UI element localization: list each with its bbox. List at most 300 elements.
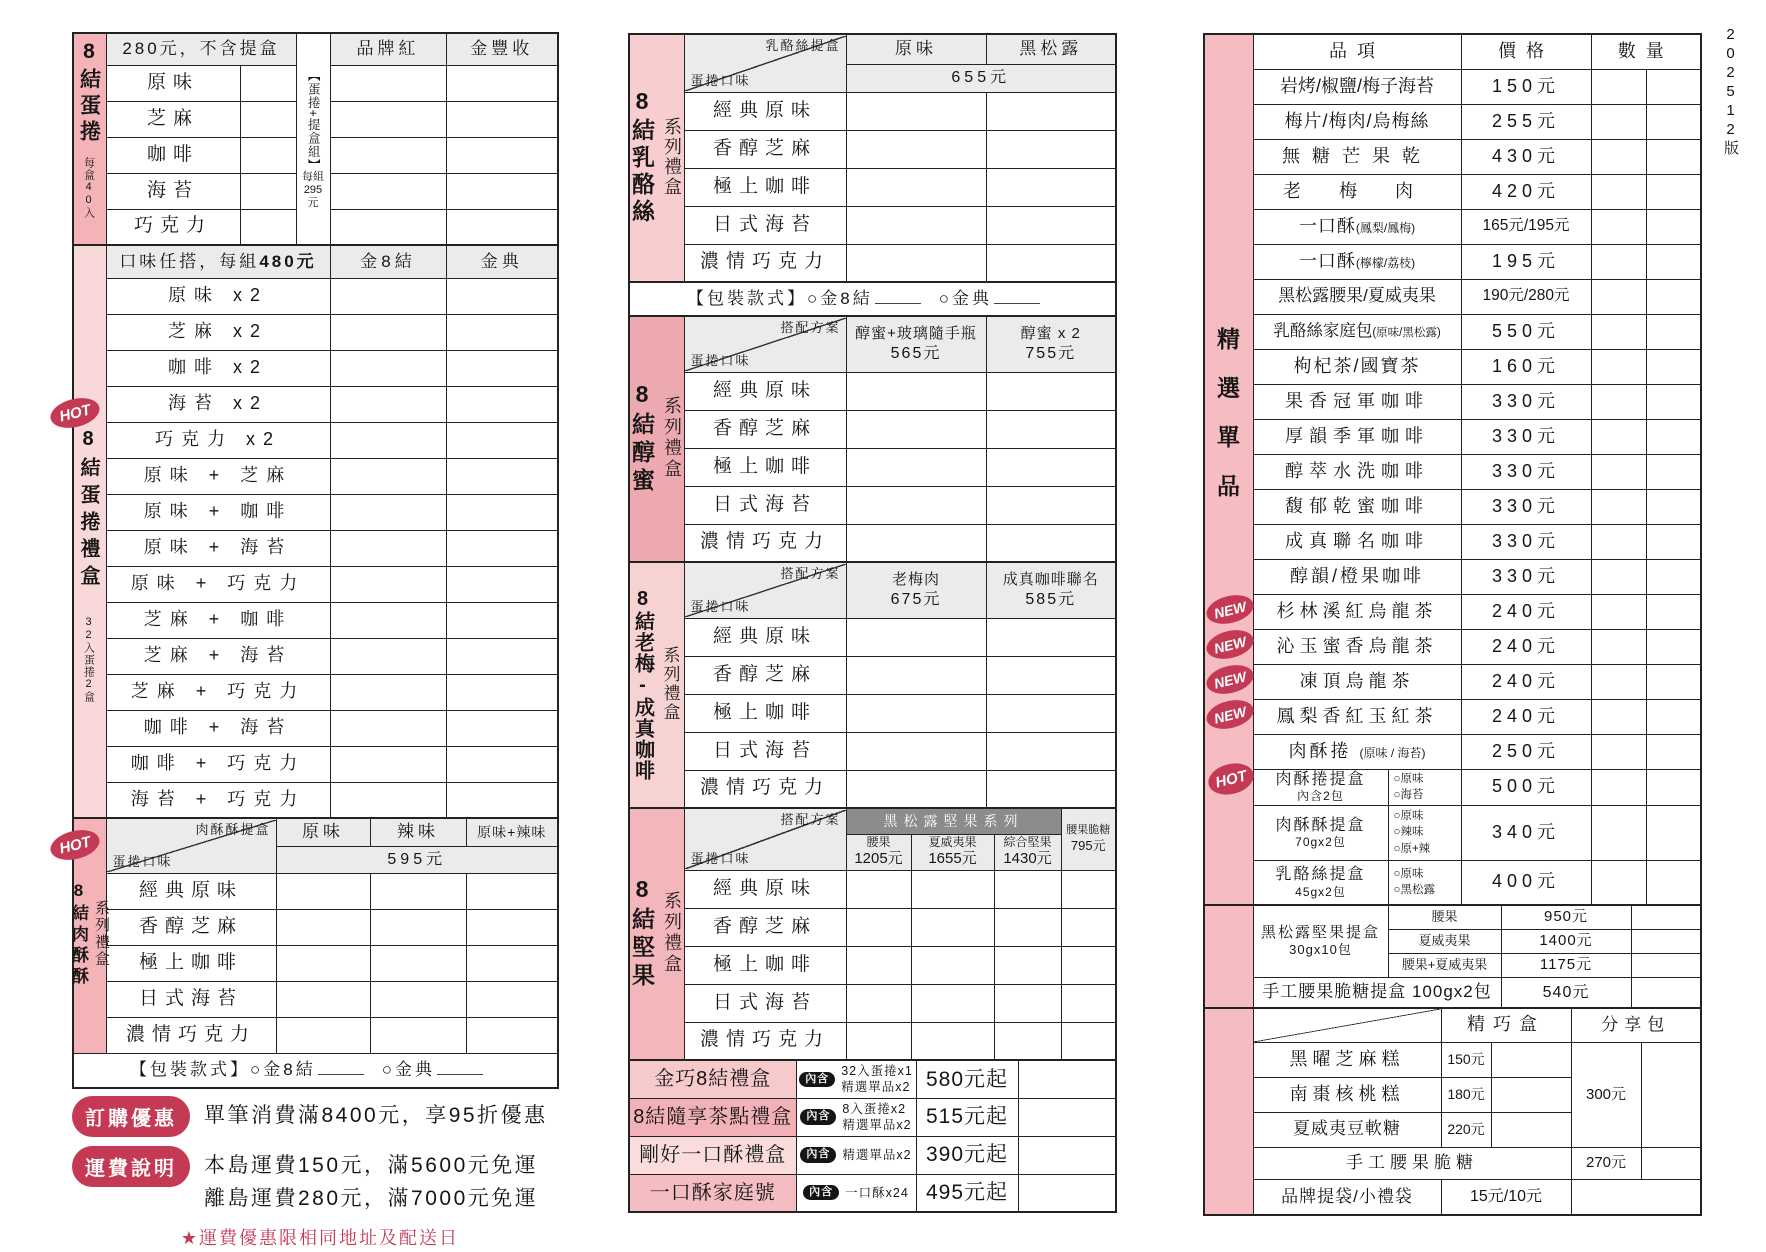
qty-cell[interactable]: [1591, 384, 1646, 419]
table-row: [629, 244, 1116, 282]
entry-cell[interactable]: [1061, 946, 1116, 984]
entry-cell[interactable]: [986, 448, 1116, 486]
entry-cell[interactable]: [330, 782, 446, 818]
table-row: [629, 130, 1116, 168]
table-row: [629, 1098, 1116, 1136]
entry-cell[interactable]: [911, 946, 994, 984]
qty-cell[interactable]: [1491, 1112, 1571, 1147]
table-row: [1204, 1008, 1701, 1042]
entry-cell[interactable]: [986, 732, 1116, 770]
entry-cell[interactable]: [276, 945, 370, 981]
table-row: [1204, 314, 1701, 349]
entry-cell[interactable]: [466, 981, 558, 1017]
packaging-row: [73, 1053, 558, 1088]
table-row: [1204, 349, 1701, 384]
entry-cell[interactable]: [330, 710, 446, 746]
qty-cell[interactable]: [1646, 384, 1701, 419]
flavor-label: 濃情巧克力: [684, 524, 846, 562]
flavor-label: 日式海苔: [106, 981, 276, 1017]
table-row: [73, 494, 558, 530]
entry-cell[interactable]: [446, 530, 558, 566]
entry-cell[interactable]: [446, 350, 558, 386]
qty-cell[interactable]: [1646, 769, 1701, 805]
item-label: 品牌提袋/小禮袋: [1253, 1179, 1441, 1215]
table-row: [73, 458, 558, 494]
entry-cell[interactable]: [994, 1022, 1061, 1060]
item-label: 老梅肉: [1253, 174, 1461, 209]
entry-cell[interactable]: [330, 494, 446, 530]
qty-cell[interactable]: [1591, 860, 1646, 905]
price-row: 655元: [846, 64, 1116, 92]
combo-label: 海苔 + 巧克力: [106, 782, 330, 818]
contains-badge: 內含: [800, 1147, 836, 1162]
option[interactable]: ○辣味: [1393, 826, 1424, 839]
qty-cell[interactable]: [1646, 664, 1701, 699]
qty-cell[interactable]: [1591, 524, 1646, 559]
entry-cell[interactable]: [330, 137, 446, 173]
qty-cell[interactable]: [1646, 805, 1701, 860]
entry-cell[interactable]: [986, 410, 1116, 448]
entry-cell[interactable]: [446, 458, 558, 494]
entry-cell[interactable]: [276, 909, 370, 945]
entry-cell[interactable]: [994, 870, 1061, 908]
qty-cell[interactable]: [1018, 1060, 1116, 1098]
table-row: [1204, 209, 1701, 244]
entry-cell[interactable]: [846, 732, 986, 770]
mix-price-header: 口味任搭，每組480元: [106, 245, 330, 278]
table-row: [629, 562, 1116, 618]
qty-cell[interactable]: [1591, 734, 1646, 769]
entry-cell[interactable]: [330, 350, 446, 386]
entry-cell[interactable]: [911, 1022, 994, 1060]
flavor-label: 巧克力: [106, 209, 240, 245]
item-price: 330元: [1461, 524, 1591, 559]
diagonal-top-label: 搭配方案: [780, 319, 841, 335]
entry-cell[interactable]: [330, 746, 446, 782]
item-price: 330元: [1461, 384, 1591, 419]
combo-gift-table: [628, 1059, 1117, 1213]
item-label: 手工腰果脆糖: [1253, 1147, 1571, 1179]
entry-cell[interactable]: [240, 209, 296, 245]
qty-cell[interactable]: [1018, 1098, 1116, 1136]
qty-cell[interactable]: [1631, 977, 1701, 1008]
table-row: [73, 422, 558, 458]
entry-cell[interactable]: [330, 422, 446, 458]
table-row: [73, 1053, 558, 1088]
table-row: [629, 92, 1116, 130]
entry-cell[interactable]: [911, 870, 994, 908]
qty-cell[interactable]: [1591, 629, 1646, 664]
entry-cell[interactable]: [846, 244, 986, 282]
table-row: [1204, 594, 1701, 629]
entry-cell[interactable]: [846, 946, 911, 984]
qty-cell[interactable]: [1641, 1042, 1701, 1147]
qty-cell[interactable]: [1641, 1147, 1701, 1179]
column-header: 綜合堅果 1430元: [994, 834, 1061, 870]
flavor-label: 日式海苔: [684, 486, 846, 524]
qty-cell[interactable]: [1591, 209, 1646, 244]
table-row: [629, 946, 1116, 984]
entry-cell[interactable]: [276, 1017, 370, 1053]
table-row: [73, 314, 558, 350]
column-header-qty: 數量: [1591, 34, 1701, 69]
entry-cell[interactable]: [330, 101, 446, 137]
sidebar-strip: [1204, 905, 1253, 1008]
diagonal-bottom-label: 蛋捲口味: [690, 353, 751, 369]
qty-cell[interactable]: [1591, 805, 1646, 860]
item-price: 250元: [1461, 734, 1591, 769]
option-gold-classic[interactable]: ○金典: [938, 288, 992, 308]
entry-cell[interactable]: [986, 524, 1116, 562]
entry-cell[interactable]: [1061, 984, 1116, 1022]
qty-cell[interactable]: [1591, 314, 1646, 349]
eggroll-sidebar-label: 8結蛋捲 每盒40入: [77, 40, 101, 219]
item-price: 330元: [1461, 454, 1591, 489]
entry-cell[interactable]: [846, 410, 986, 448]
entry-cell[interactable]: [276, 981, 370, 1017]
combo-label: 海苔 x2: [106, 386, 330, 422]
sweet-label: 南棗核桃糕: [1253, 1077, 1441, 1112]
diagonal-header-cell: [684, 562, 846, 618]
entry-cell[interactable]: [446, 314, 558, 350]
item-label: 黑松露腰果/夏威夷果: [1253, 279, 1461, 314]
entry-cell[interactable]: [466, 945, 558, 981]
option[interactable]: ○原味: [1393, 868, 1424, 881]
entry-cell[interactable]: [446, 494, 558, 530]
entry-cell[interactable]: [911, 908, 994, 946]
entry-cell[interactable]: [446, 173, 558, 209]
entry-cell[interactable]: [446, 137, 558, 173]
entry-cell[interactable]: [846, 486, 986, 524]
entry-cell[interactable]: [466, 909, 558, 945]
flavor-label: 香醇芝麻: [684, 410, 846, 448]
flavor-label: 極上咖啡: [684, 694, 846, 732]
table-row: [1204, 69, 1701, 104]
entry-cell[interactable]: [446, 602, 558, 638]
flavor-label: 香醇芝麻: [106, 909, 276, 945]
cheese-giftbox-table: [628, 33, 1117, 283]
qty-cell[interactable]: [1646, 734, 1701, 769]
entry-cell[interactable]: [446, 782, 558, 818]
qty-cell[interactable]: [1631, 905, 1701, 929]
qty-cell[interactable]: [1646, 104, 1701, 139]
entry-cell[interactable]: [1061, 908, 1116, 946]
entry-cell[interactable]: [446, 386, 558, 422]
entry-cell[interactable]: [1061, 870, 1116, 908]
table-row: [73, 1017, 558, 1053]
diagonal-header-cell: [684, 34, 846, 92]
entry-cell[interactable]: [846, 524, 986, 562]
qty-cell[interactable]: [1491, 1077, 1571, 1112]
entry-cell[interactable]: [370, 945, 466, 981]
entry-cell[interactable]: [994, 984, 1061, 1022]
qty-cell[interactable]: [1646, 419, 1701, 454]
qty-cell[interactable]: [1591, 279, 1646, 314]
entry-cell[interactable]: [1061, 1022, 1116, 1060]
qty-cell[interactable]: [1591, 699, 1646, 734]
fill-blank[interactable]: [875, 289, 921, 304]
qty-cell[interactable]: [1591, 419, 1646, 454]
table-row: [1204, 454, 1701, 489]
diagonal-bottom-label: 蛋捲口味: [690, 851, 751, 867]
entry-cell[interactable]: [330, 65, 446, 101]
entry-cell[interactable]: [330, 530, 446, 566]
table-row: [1204, 244, 1701, 279]
option[interactable]: ○黑松露: [1393, 884, 1435, 897]
entry-cell[interactable]: [370, 873, 466, 909]
flavor-label: 芝麻: [106, 101, 240, 137]
qty-cell[interactable]: [1646, 279, 1701, 314]
box-price: 340元: [1461, 805, 1591, 860]
gift-price: 515元起: [916, 1098, 1018, 1136]
table-row: [629, 694, 1116, 732]
entry-cell[interactable]: [330, 674, 446, 710]
column-header: 腰果 1205元: [846, 834, 911, 870]
entry-cell[interactable]: [240, 101, 296, 137]
entry-cell[interactable]: [986, 168, 1116, 206]
entry-cell[interactable]: [446, 101, 558, 137]
item-price: 150元: [1461, 69, 1591, 104]
hot-badge: HOT: [47, 393, 102, 432]
entry-cell[interactable]: [446, 65, 558, 101]
entry-cell[interactable]: [466, 873, 558, 909]
entry-cell[interactable]: [370, 981, 466, 1017]
entry-cell[interactable]: [986, 372, 1116, 410]
item-price: 240元: [1461, 629, 1591, 664]
qty-cell[interactable]: [1591, 174, 1646, 209]
entry-cell[interactable]: [370, 1017, 466, 1053]
entry-cell[interactable]: [986, 656, 1116, 694]
flavor-label: 海苔: [106, 173, 240, 209]
option[interactable]: ○海苔: [1393, 789, 1424, 801]
entry-cell[interactable]: [330, 458, 446, 494]
entry-cell[interactable]: [846, 618, 986, 656]
item-price: 430元: [1461, 139, 1591, 174]
qty-cell[interactable]: [1646, 524, 1701, 559]
qty-cell[interactable]: [1591, 69, 1646, 104]
qty-cell[interactable]: [1491, 1042, 1571, 1077]
column-header-petite-box: 精巧盒: [1441, 1008, 1571, 1042]
table-row: [629, 908, 1116, 946]
entry-cell[interactable]: [986, 92, 1116, 130]
table-row: [1204, 769, 1701, 805]
table-row: [1204, 1179, 1701, 1215]
entry-cell[interactable]: [240, 137, 296, 173]
flavor-label: 濃情巧克力: [106, 1017, 276, 1053]
entry-cell[interactable]: [240, 65, 296, 101]
column-header: 醇蜜+玻璃隨手瓶 565元: [846, 316, 986, 372]
qty-cell[interactable]: [1591, 244, 1646, 279]
entry-cell[interactable]: [330, 386, 446, 422]
option-gold-8jie[interactable]: ○金8結: [249, 1060, 316, 1080]
entry-cell[interactable]: [846, 448, 986, 486]
item-label: 手工腰果脆糖提盒 100gx2包: [1253, 977, 1501, 1008]
qty-cell[interactable]: [1018, 1136, 1116, 1174]
entry-cell[interactable]: [330, 566, 446, 602]
column-header: 原味: [846, 34, 986, 64]
share-pack-price: 300元: [1571, 1042, 1641, 1147]
table-row: [629, 486, 1116, 524]
fill-blank[interactable]: [994, 289, 1040, 304]
entry-cell[interactable]: [986, 244, 1116, 282]
qty-cell[interactable]: [1591, 139, 1646, 174]
option[interactable]: ○原味: [1393, 810, 1424, 823]
entry-cell[interactable]: [240, 173, 296, 209]
qty-cell[interactable]: [1646, 860, 1701, 905]
qty-cell[interactable]: [1646, 174, 1701, 209]
qty-cell[interactable]: [1591, 664, 1646, 699]
entry-cell[interactable]: [846, 1022, 911, 1060]
entry-cell[interactable]: [446, 674, 558, 710]
entry-cell[interactable]: [276, 873, 370, 909]
entry-cell[interactable]: [330, 209, 446, 245]
qty-cell[interactable]: [1591, 769, 1646, 805]
item-label: 鳳梨香紅玉紅茶: [1253, 699, 1461, 734]
variant-price: 1175元: [1501, 953, 1631, 977]
entry-cell[interactable]: [986, 206, 1116, 244]
item-price: 270元: [1571, 1147, 1641, 1179]
qty-cell[interactable]: [1591, 454, 1646, 489]
qty-cell[interactable]: [1591, 559, 1646, 594]
qty-cell[interactable]: [1646, 594, 1701, 629]
qty-cell[interactable]: [1646, 69, 1701, 104]
single-items-table: [1203, 33, 1702, 906]
entry-cell[interactable]: [330, 314, 446, 350]
packaging-row: [629, 282, 1116, 316]
table-row: [629, 316, 1116, 372]
variant-name: 腰果+夏威夷果: [1388, 953, 1501, 977]
qty-cell[interactable]: [1646, 244, 1701, 279]
entry-cell[interactable]: [446, 710, 558, 746]
option-gold-8jie[interactable]: ○金8結: [806, 288, 873, 308]
entry-cell[interactable]: [330, 278, 446, 314]
entry-cell[interactable]: [446, 746, 558, 782]
diagonal-bottom-label: 蛋捲口味: [690, 73, 751, 89]
qty-cell[interactable]: [1646, 559, 1701, 594]
qty-cell[interactable]: [1591, 594, 1646, 629]
entry-cell[interactable]: [986, 486, 1116, 524]
option-gold-classic[interactable]: ○金典: [381, 1060, 435, 1080]
entry-cell[interactable]: [846, 92, 986, 130]
qty-cell[interactable]: [1631, 929, 1701, 953]
qty-cell[interactable]: [1591, 104, 1646, 139]
item-price: 540元: [1501, 977, 1631, 1008]
order-discount-row: [72, 1096, 568, 1137]
qty-cell[interactable]: [1646, 209, 1701, 244]
gift-price: 495元起: [916, 1174, 1018, 1212]
entry-cell[interactable]: [330, 602, 446, 638]
entry-cell[interactable]: [330, 638, 446, 674]
combo-note-cell: 【蛋捲+提盒組】 每組 295 元: [296, 33, 330, 245]
box-name: 乳酪絲提盒 45gx2包: [1253, 860, 1388, 905]
gift-name: 一口酥家庭號: [629, 1174, 796, 1212]
qty-cell[interactable]: [1591, 489, 1646, 524]
entry-cell[interactable]: [846, 694, 986, 732]
shipping-row: [72, 1146, 568, 1215]
flavor-label: 香醇芝麻: [684, 908, 846, 946]
qty-cell[interactable]: [1591, 349, 1646, 384]
entry-cell[interactable]: [446, 278, 558, 314]
entry-cell[interactable]: [986, 694, 1116, 732]
item-label: 無糖芒果乾: [1253, 139, 1461, 174]
entry-cell[interactable]: [466, 1017, 558, 1053]
entry-cell[interactable]: [846, 372, 986, 410]
entry-cell[interactable]: [846, 984, 911, 1022]
fill-blank[interactable]: [318, 1060, 364, 1075]
table-row: [629, 524, 1116, 562]
column-header: 老梅肉 675元: [846, 562, 986, 618]
meatfloss-sidebar-label: 8結肉酥酥 系列禮盒: [69, 880, 110, 988]
table-row: [629, 1060, 1116, 1098]
entry-cell[interactable]: [446, 638, 558, 674]
entry-cell[interactable]: [330, 173, 446, 209]
item-price: 190元/280元: [1461, 279, 1591, 314]
entry-cell[interactable]: [986, 130, 1116, 168]
qty-cell[interactable]: [1646, 314, 1701, 349]
entry-cell[interactable]: [846, 870, 911, 908]
combo-label: 芝麻 + 海苔: [106, 638, 330, 674]
column-header: 原味+辣味: [466, 818, 558, 846]
qty-cell[interactable]: [1646, 699, 1701, 734]
entry-cell[interactable]: [446, 566, 558, 602]
table-row: [1204, 664, 1701, 699]
entry-cell[interactable]: [446, 209, 558, 245]
option[interactable]: ○原+辣: [1393, 842, 1431, 855]
entry-cell[interactable]: [994, 946, 1061, 984]
qty-cell[interactable]: [1646, 489, 1701, 524]
option[interactable]: ○原味: [1393, 772, 1424, 785]
qty-cell[interactable]: [1646, 629, 1701, 664]
entry-cell[interactable]: [911, 984, 994, 1022]
hot-badge: HOT: [1205, 759, 1257, 799]
table-row: [1204, 905, 1701, 929]
entry-cell[interactable]: [846, 770, 986, 808]
table-row: [73, 245, 558, 278]
gift-contents: 內含 32入蛋捲x1 精選單品x2: [796, 1060, 916, 1098]
entry-cell[interactable]: [994, 908, 1061, 946]
qty-cell[interactable]: [1646, 349, 1701, 384]
entry-cell[interactable]: [446, 422, 558, 458]
qty-cell[interactable]: [1571, 1179, 1701, 1215]
qty-cell[interactable]: [1018, 1174, 1116, 1212]
fill-blank[interactable]: [437, 1060, 483, 1075]
entry-cell[interactable]: [370, 909, 466, 945]
sweet-label: 夏威夷豆軟糖: [1253, 1112, 1441, 1147]
entry-cell[interactable]: [846, 656, 986, 694]
entry-cell[interactable]: [846, 130, 986, 168]
box-name: 黑松露堅果提盒 30gx10包: [1253, 905, 1388, 977]
qty-cell[interactable]: [1646, 454, 1701, 489]
entry-cell[interactable]: [846, 206, 986, 244]
entry-cell[interactable]: [846, 908, 911, 946]
entry-cell[interactable]: [846, 168, 986, 206]
price-row: 595元: [276, 846, 558, 873]
entry-cell[interactable]: [986, 770, 1116, 808]
gift-contents: 內含 一口酥x24: [796, 1174, 916, 1212]
gift-price: 580元起: [916, 1060, 1018, 1098]
qty-cell[interactable]: [1631, 953, 1701, 977]
nuts-giftbox-table: [628, 807, 1117, 1061]
column-header-gold-8jie: 金8結: [330, 245, 446, 278]
table-row: [629, 656, 1116, 694]
flavor-label: 香醇芝麻: [684, 656, 846, 694]
table-row: [629, 206, 1116, 244]
table-row: [1204, 1042, 1701, 1077]
entry-cell[interactable]: [986, 618, 1116, 656]
table-row: [1204, 384, 1701, 419]
qty-cell[interactable]: [1646, 139, 1701, 174]
box-options: [1388, 805, 1461, 860]
